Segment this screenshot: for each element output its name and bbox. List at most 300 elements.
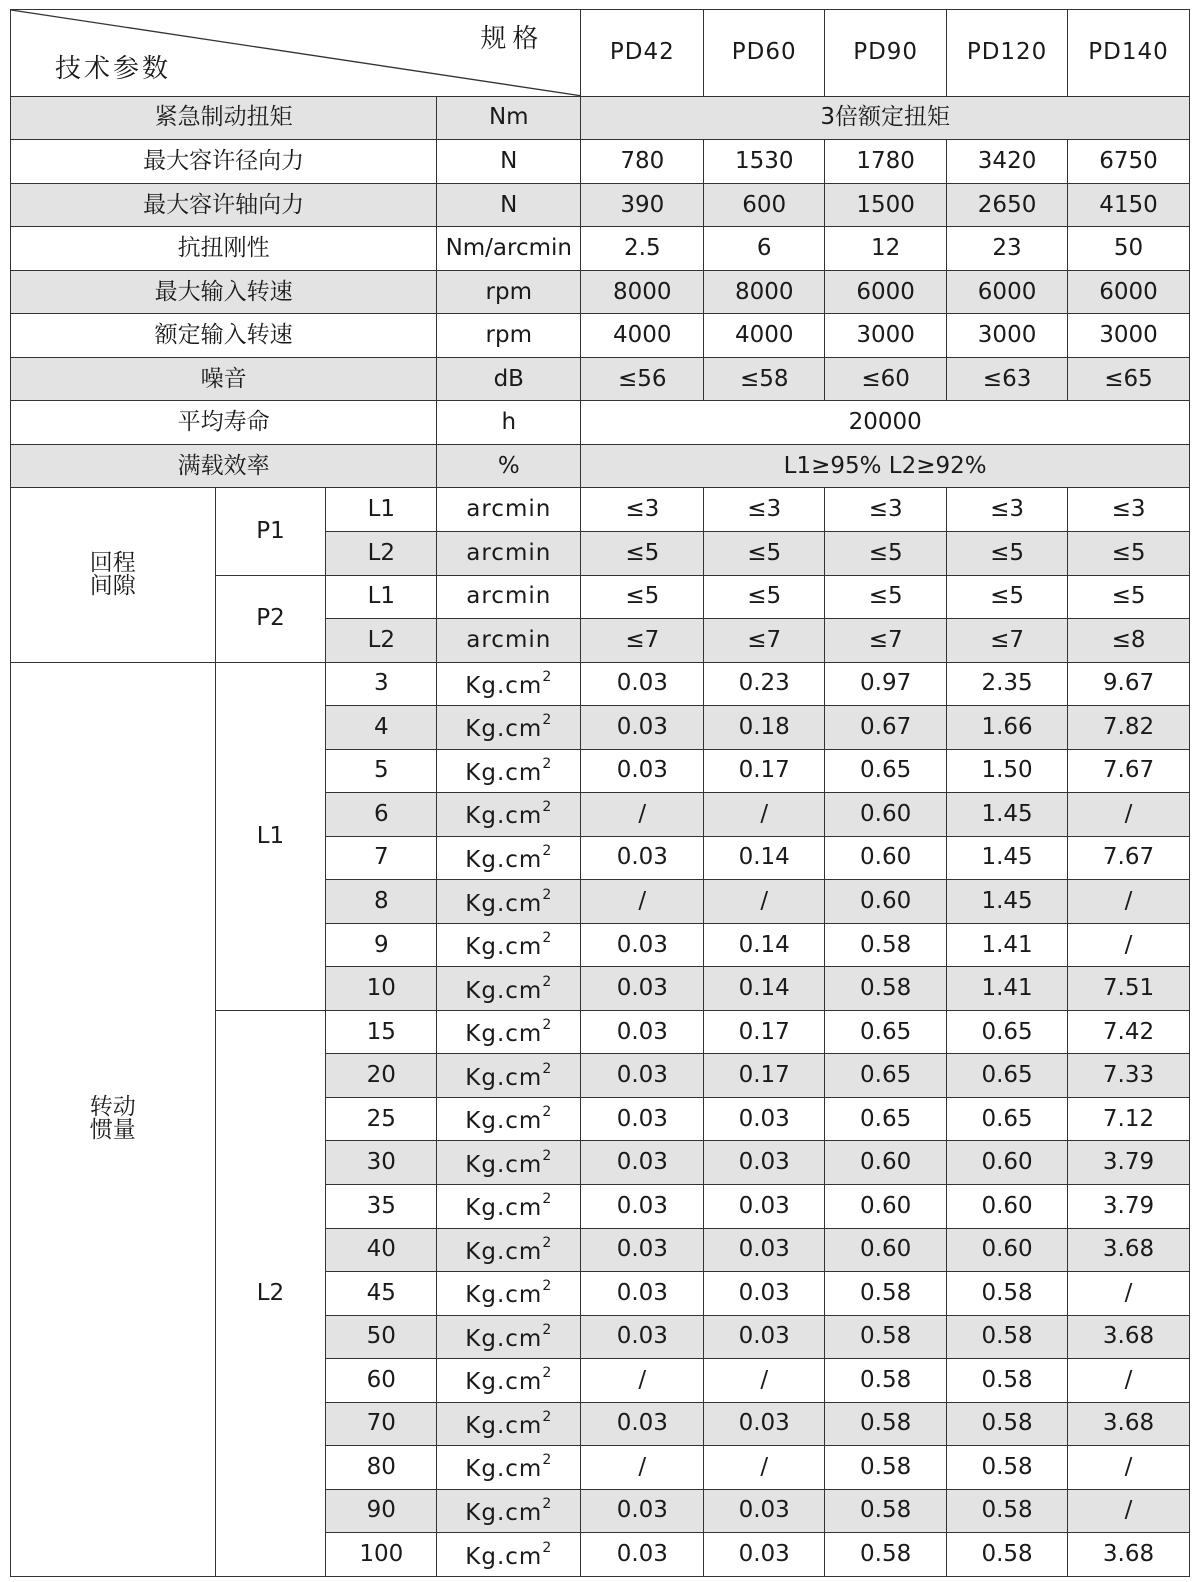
- value-cell: ≤5: [581, 532, 704, 576]
- ratio-cell: 25: [326, 1097, 437, 1141]
- value-cell: 0.03: [581, 1402, 704, 1446]
- value-cell: 0.03: [581, 1097, 704, 1141]
- unit-cell: [437, 662, 581, 706]
- stage-group: L1: [215, 662, 326, 1010]
- param-unit: %: [437, 444, 581, 488]
- param-row: [11, 314, 1190, 358]
- value-cell: 0.60: [947, 1184, 1068, 1228]
- ratio-cell: 3: [326, 662, 437, 706]
- param-name: 平均寿命: [11, 401, 437, 445]
- value-cell: 0.03: [704, 1141, 825, 1185]
- value-cell: 8000: [704, 270, 825, 314]
- unit-exponent: 2: [542, 1147, 553, 1164]
- value-cell: 0.58: [825, 1359, 947, 1403]
- ratio-cell: 45: [326, 1272, 437, 1316]
- unit-base: Kg.cm: [465, 1064, 543, 1091]
- merged-value: L1≥95% L2≥92%: [581, 444, 1190, 488]
- value-cell: 0.14: [704, 836, 825, 880]
- value-cell: 0.03: [581, 1533, 704, 1577]
- value-cell: 0.65: [947, 1054, 1068, 1098]
- param-unit: Nm: [437, 96, 581, 140]
- unit-cell: [437, 1010, 581, 1054]
- value-cell: 0.58: [947, 1489, 1068, 1533]
- unit-cell: [437, 793, 581, 837]
- value-cell: /: [1068, 1272, 1190, 1316]
- value-cell: 0.17: [704, 1010, 825, 1054]
- unit-exponent: 2: [542, 886, 553, 903]
- table-body: [11, 10, 1190, 1577]
- value-cell: 23: [947, 227, 1068, 271]
- unit-base: Kg.cm: [465, 1325, 543, 1352]
- value-cell: 6000: [947, 270, 1068, 314]
- param-unit: rpm: [437, 314, 581, 358]
- model-header: PD42: [581, 10, 704, 97]
- stage-group: L2: [215, 1010, 326, 1576]
- unit-exponent: 2: [542, 1060, 553, 1077]
- value-cell: 0.03: [581, 1010, 704, 1054]
- param-row: [11, 183, 1190, 227]
- ratio-cell: 4: [326, 706, 437, 750]
- unit-exponent: 2: [542, 1017, 553, 1034]
- unit-cell: [437, 923, 581, 967]
- value-cell: 1.41: [947, 923, 1068, 967]
- unit-exponent: 2: [542, 842, 553, 859]
- value-cell: 390: [581, 183, 704, 227]
- value-cell: ≤3: [825, 488, 947, 532]
- merged-value: 20000: [581, 401, 1190, 445]
- unit-cell: arcmin: [437, 619, 581, 663]
- unit-cell: [437, 1489, 581, 1533]
- value-cell: 2650: [947, 183, 1068, 227]
- ratio-cell: 30: [326, 1141, 437, 1185]
- param-unit: N: [437, 140, 581, 184]
- ratio-cell: 8: [326, 880, 437, 924]
- value-cell: 0.03: [704, 1315, 825, 1359]
- ratio-cell: 70: [326, 1402, 437, 1446]
- value-cell: ≤5: [704, 532, 825, 576]
- ratio-cell: 80: [326, 1446, 437, 1490]
- value-cell: /: [704, 1446, 825, 1490]
- unit-exponent: 2: [542, 1452, 553, 1469]
- value-cell: 0.03: [581, 923, 704, 967]
- value-cell: ≤63: [947, 357, 1068, 401]
- precision-grade: P2: [215, 575, 326, 662]
- value-cell: 0.58: [825, 1446, 947, 1490]
- value-cell: 0.03: [581, 1315, 704, 1359]
- ratio-cell: 20: [326, 1054, 437, 1098]
- value-cell: ≤3: [581, 488, 704, 532]
- value-cell: 7.42: [1068, 1010, 1190, 1054]
- value-cell: 0.58: [947, 1446, 1068, 1490]
- value-cell: 780: [581, 140, 704, 184]
- value-cell: 0.65: [825, 1054, 947, 1098]
- unit-cell: arcmin: [437, 532, 581, 576]
- unit-cell: [437, 880, 581, 924]
- value-cell: 4000: [581, 314, 704, 358]
- param-unit: Nm/arcmin: [437, 227, 581, 271]
- ratio-cell: 6: [326, 793, 437, 837]
- param-name: 抗扭刚性: [11, 227, 437, 271]
- value-cell: ≤60: [825, 357, 947, 401]
- value-cell: 0.03: [704, 1533, 825, 1577]
- value-cell: 3000: [825, 314, 947, 358]
- value-cell: 3.79: [1068, 1184, 1190, 1228]
- value-cell: 1.66: [947, 706, 1068, 750]
- param-row: [11, 270, 1190, 314]
- value-cell: 1.45: [947, 836, 1068, 880]
- param-row: [11, 444, 1190, 488]
- model-header: PD90: [825, 10, 947, 97]
- value-cell: /: [1068, 793, 1190, 837]
- value-cell: ≤7: [947, 619, 1068, 663]
- value-cell: 3.68: [1068, 1315, 1190, 1359]
- value-cell: 0.03: [581, 662, 704, 706]
- value-cell: 0.03: [704, 1272, 825, 1316]
- value-cell: 0.58: [947, 1315, 1068, 1359]
- ratio-cell: 15: [326, 1010, 437, 1054]
- unit-cell: [437, 1446, 581, 1490]
- inertia-label-line: 惯量: [89, 1117, 136, 1144]
- stage-cell: L2: [326, 619, 437, 663]
- value-cell: 0.65: [825, 1097, 947, 1141]
- stage-cell: L1: [326, 575, 437, 619]
- value-cell: ≤5: [704, 575, 825, 619]
- value-cell: 0.60: [825, 880, 947, 924]
- value-cell: 0.03: [581, 1184, 704, 1228]
- value-cell: 0.58: [825, 1315, 947, 1359]
- value-cell: 3000: [947, 314, 1068, 358]
- value-cell: 1530: [704, 140, 825, 184]
- value-cell: 0.03: [581, 1228, 704, 1272]
- value-cell: 7.33: [1068, 1054, 1190, 1098]
- unit-exponent: 2: [542, 1321, 553, 1338]
- unit-base: Kg.cm: [465, 934, 543, 961]
- value-cell: 0.60: [947, 1228, 1068, 1272]
- value-cell: /: [704, 793, 825, 837]
- value-cell: 0.03: [704, 1402, 825, 1446]
- value-cell: 0.03: [704, 1097, 825, 1141]
- value-cell: /: [704, 1359, 825, 1403]
- unit-base: Kg.cm: [465, 890, 543, 917]
- value-cell: 7.67: [1068, 749, 1190, 793]
- param-row: [11, 401, 1190, 445]
- value-cell: ≤5: [825, 532, 947, 576]
- value-cell: 0.03: [704, 1489, 825, 1533]
- value-cell: 0.60: [825, 1141, 947, 1185]
- backlash-label-line: 回程: [89, 550, 136, 577]
- unit-exponent: 2: [542, 755, 553, 772]
- unit-exponent: 2: [542, 1365, 553, 1382]
- unit-base: Kg.cm: [465, 759, 543, 786]
- value-cell: 2.5: [581, 227, 704, 271]
- value-cell: 0.60: [825, 793, 947, 837]
- param-unit: dB: [437, 357, 581, 401]
- ratio-cell: 100: [326, 1533, 437, 1577]
- value-cell: 600: [704, 183, 825, 227]
- inertia-label-line: 转动: [89, 1094, 136, 1121]
- unit-exponent: 2: [542, 1104, 553, 1121]
- unit-base: Kg.cm: [465, 1021, 543, 1048]
- value-cell: 6750: [1068, 140, 1190, 184]
- unit-exponent: 2: [542, 1408, 553, 1425]
- unit-cell: [437, 1315, 581, 1359]
- unit-base: Kg.cm: [465, 1412, 543, 1439]
- value-cell: 0.58: [825, 1272, 947, 1316]
- unit-exponent: 2: [542, 1234, 553, 1251]
- value-cell: 0.03: [581, 1054, 704, 1098]
- value-cell: 0.03: [704, 1184, 825, 1228]
- value-cell: 0.65: [947, 1097, 1068, 1141]
- value-cell: 0.65: [825, 1010, 947, 1054]
- inertia-label: [11, 662, 216, 1576]
- value-cell: ≤3: [704, 488, 825, 532]
- value-cell: 0.58: [825, 1402, 947, 1446]
- merged-value: 3倍额定扭矩: [581, 96, 1190, 140]
- value-cell: 7.12: [1068, 1097, 1190, 1141]
- value-cell: 1.45: [947, 880, 1068, 924]
- value-cell: 0.03: [581, 706, 704, 750]
- value-cell: 0.03: [581, 1141, 704, 1185]
- unit-base: Kg.cm: [465, 803, 543, 830]
- value-cell: 9.67: [1068, 662, 1190, 706]
- value-cell: 6: [704, 227, 825, 271]
- unit-base: Kg.cm: [465, 1238, 543, 1265]
- value-cell: 0.14: [704, 967, 825, 1011]
- ratio-cell: 60: [326, 1359, 437, 1403]
- unit-cell: [437, 967, 581, 1011]
- value-cell: 0.60: [825, 1228, 947, 1272]
- param-name: 最大输入转速: [11, 270, 437, 314]
- value-cell: 3.68: [1068, 1533, 1190, 1577]
- value-cell: 7.51: [1068, 967, 1190, 1011]
- value-cell: 12: [825, 227, 947, 271]
- param-row: [11, 357, 1190, 401]
- unit-exponent: 2: [542, 712, 553, 729]
- value-cell: /: [1068, 1359, 1190, 1403]
- value-cell: 0.58: [947, 1272, 1068, 1316]
- ratio-cell: 10: [326, 967, 437, 1011]
- model-header: PD60: [704, 10, 825, 97]
- value-cell: 1.50: [947, 749, 1068, 793]
- unit-base: Kg.cm: [465, 1195, 543, 1222]
- unit-cell: [437, 1141, 581, 1185]
- value-cell: 3420: [947, 140, 1068, 184]
- backlash-label: [11, 488, 216, 662]
- unit-cell: [437, 1054, 581, 1098]
- value-cell: 0.18: [704, 706, 825, 750]
- value-cell: 50: [1068, 227, 1190, 271]
- unit-base: Kg.cm: [465, 1543, 543, 1570]
- value-cell: 0.60: [825, 836, 947, 880]
- value-cell: 0.97: [825, 662, 947, 706]
- unit-exponent: 2: [542, 1495, 553, 1512]
- value-cell: /: [581, 1359, 704, 1403]
- unit-cell: arcmin: [437, 488, 581, 532]
- param-name: 最大容许径向力: [11, 140, 437, 184]
- unit-cell: [437, 1272, 581, 1316]
- value-cell: 0.58: [947, 1402, 1068, 1446]
- ratio-cell: 90: [326, 1489, 437, 1533]
- unit-exponent: 2: [542, 973, 553, 990]
- value-cell: 0.14: [704, 923, 825, 967]
- value-cell: 1780: [825, 140, 947, 184]
- unit-base: Kg.cm: [465, 672, 543, 699]
- unit-cell: [437, 1402, 581, 1446]
- unit-base: Kg.cm: [465, 1456, 543, 1483]
- value-cell: /: [581, 880, 704, 924]
- value-cell: ≤58: [704, 357, 825, 401]
- value-cell: ≤3: [947, 488, 1068, 532]
- inertia-row: [11, 662, 1190, 706]
- header-corner-cell: [11, 10, 581, 97]
- value-cell: 0.03: [581, 967, 704, 1011]
- value-cell: 6000: [825, 270, 947, 314]
- value-cell: 4000: [704, 314, 825, 358]
- unit-base: Kg.cm: [465, 716, 543, 743]
- value-cell: 0.58: [825, 967, 947, 1011]
- value-cell: 7.82: [1068, 706, 1190, 750]
- value-cell: ≤5: [825, 575, 947, 619]
- unit-base: Kg.cm: [465, 1151, 543, 1178]
- unit-exponent: 2: [542, 1278, 553, 1295]
- value-cell: ≤56: [581, 357, 704, 401]
- value-cell: ≤7: [825, 619, 947, 663]
- unit-exponent: 2: [542, 930, 553, 947]
- backlash-row: [11, 488, 1190, 532]
- value-cell: ≤7: [704, 619, 825, 663]
- unit-exponent: 2: [542, 799, 553, 816]
- header-row: [11, 10, 1190, 97]
- ratio-cell: 9: [326, 923, 437, 967]
- value-cell: 0.23: [704, 662, 825, 706]
- param-row: [11, 96, 1190, 140]
- ratio-cell: 50: [326, 1315, 437, 1359]
- value-cell: ≤5: [947, 532, 1068, 576]
- model-header: PD120: [947, 10, 1068, 97]
- value-cell: 1.41: [947, 967, 1068, 1011]
- stage-cell: L1: [326, 488, 437, 532]
- unit-cell: [437, 1359, 581, 1403]
- value-cell: 0.58: [947, 1359, 1068, 1403]
- param-row: [11, 140, 1190, 184]
- value-cell: /: [1068, 1446, 1190, 1490]
- value-cell: 3.79: [1068, 1141, 1190, 1185]
- value-cell: ≤5: [581, 575, 704, 619]
- value-cell: ≤8: [1068, 619, 1190, 663]
- unit-cell: [437, 1228, 581, 1272]
- param-name: 满载效率: [11, 444, 437, 488]
- param-name: 噪音: [11, 357, 437, 401]
- unit-exponent: 2: [542, 1191, 553, 1208]
- value-cell: 2.35: [947, 662, 1068, 706]
- stage-cell: L2: [326, 532, 437, 576]
- unit-base: Kg.cm: [465, 1282, 543, 1309]
- value-cell: 1500: [825, 183, 947, 227]
- value-cell: /: [1068, 1489, 1190, 1533]
- value-cell: 6000: [1068, 270, 1190, 314]
- unit-base: Kg.cm: [465, 1369, 543, 1396]
- unit-exponent: 2: [542, 668, 553, 685]
- param-name: 最大容许轴向力: [11, 183, 437, 227]
- param-name: 额定输入转速: [11, 314, 437, 358]
- value-cell: 3.68: [1068, 1228, 1190, 1272]
- value-cell: 0.58: [825, 923, 947, 967]
- value-cell: /: [581, 1446, 704, 1490]
- param-row: [11, 227, 1190, 271]
- value-cell: ≤5: [1068, 575, 1190, 619]
- model-header: PD140: [1068, 10, 1190, 97]
- value-cell: 0.65: [825, 749, 947, 793]
- value-cell: 0.65: [947, 1010, 1068, 1054]
- value-cell: /: [1068, 923, 1190, 967]
- unit-base: Kg.cm: [465, 846, 543, 873]
- value-cell: 0.17: [704, 749, 825, 793]
- param-header-label: 技术参数: [55, 53, 172, 84]
- value-cell: ≤7: [581, 619, 704, 663]
- value-cell: 0.03: [581, 749, 704, 793]
- param-unit: h: [437, 401, 581, 445]
- ratio-cell: 5: [326, 749, 437, 793]
- ratio-cell: 40: [326, 1228, 437, 1272]
- value-cell: 1.45: [947, 793, 1068, 837]
- value-cell: 0.17: [704, 1054, 825, 1098]
- ratio-cell: 7: [326, 836, 437, 880]
- value-cell: /: [704, 880, 825, 924]
- value-cell: 0.58: [947, 1533, 1068, 1577]
- backlash-label-line: 间隙: [89, 573, 136, 600]
- value-cell: 0.03: [704, 1228, 825, 1272]
- value-cell: 3000: [1068, 314, 1190, 358]
- spec-header-label: 规格: [480, 24, 545, 54]
- value-cell: 4150: [1068, 183, 1190, 227]
- value-cell: /: [1068, 880, 1190, 924]
- unit-cell: [437, 1097, 581, 1141]
- value-cell: 8000: [581, 270, 704, 314]
- unit-cell: [437, 1533, 581, 1577]
- value-cell: 0.03: [581, 1272, 704, 1316]
- precision-grade: P1: [215, 488, 326, 575]
- value-cell: /: [581, 793, 704, 837]
- value-cell: ≤3: [1068, 488, 1190, 532]
- ratio-cell: 35: [326, 1184, 437, 1228]
- value-cell: 0.60: [947, 1141, 1068, 1185]
- spec-table: [10, 9, 1190, 1577]
- unit-cell: [437, 1184, 581, 1228]
- unit-cell: [437, 749, 581, 793]
- value-cell: 0.58: [825, 1489, 947, 1533]
- unit-cell: [437, 836, 581, 880]
- value-cell: 0.67: [825, 706, 947, 750]
- value-cell: ≤65: [1068, 357, 1190, 401]
- value-cell: 0.58: [825, 1533, 947, 1577]
- param-unit: N: [437, 183, 581, 227]
- param-unit: rpm: [437, 270, 581, 314]
- unit-cell: arcmin: [437, 575, 581, 619]
- value-cell: ≤5: [1068, 532, 1190, 576]
- value-cell: 7.67: [1068, 836, 1190, 880]
- unit-base: Kg.cm: [465, 1108, 543, 1135]
- value-cell: ≤5: [947, 575, 1068, 619]
- unit-cell: [437, 706, 581, 750]
- value-cell: 0.03: [581, 1489, 704, 1533]
- unit-base: Kg.cm: [465, 977, 543, 1004]
- unit-base: Kg.cm: [465, 1499, 543, 1526]
- param-name: 紧急制动扭矩: [11, 96, 437, 140]
- value-cell: 0.03: [581, 836, 704, 880]
- value-cell: 3.68: [1068, 1402, 1190, 1446]
- value-cell: 0.60: [825, 1184, 947, 1228]
- unit-exponent: 2: [542, 1539, 553, 1556]
